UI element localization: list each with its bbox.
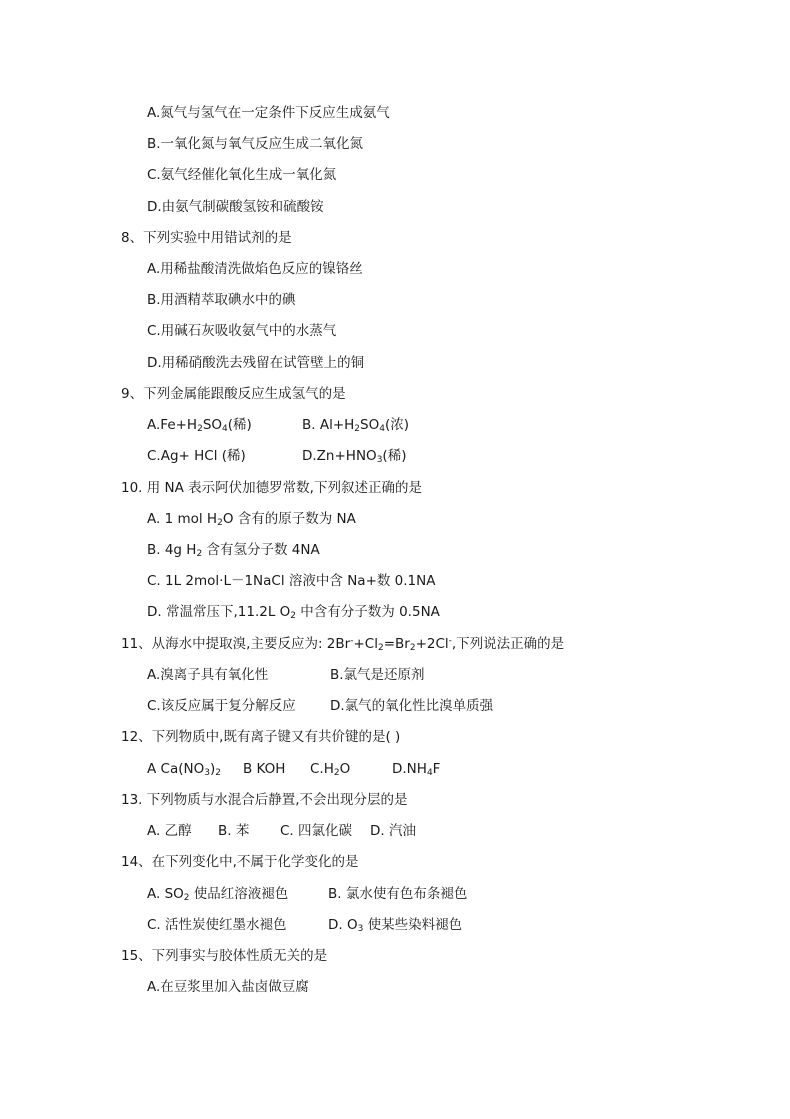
q12-option-a: A $Ca(NO_3)_2$ (147, 761, 221, 778)
q13-stem: 13. 下列物质与水混合后静置,不会出现分层的是 (121, 792, 408, 808)
q12-stem: 12、下列物质中,既有离子键又有共价键的是( ) (121, 729, 401, 745)
q7-option-d: D.由氨气制碳酸氢铵和硫酸铵 (147, 199, 324, 215)
q13-option-a: A. 乙醇 (147, 823, 192, 839)
q9-option-d: $D.Zn+HNO_3$(稀) (302, 448, 407, 465)
q7-option-c: C.氨气经催化氧化生成一氧化氮 (147, 167, 337, 183)
q15-option-a: A.在豆浆里加入盐卤做豆腐 (147, 979, 309, 995)
q10-option-b: B. 4g $H_2$ 含有氢分子数 4NA (147, 542, 320, 559)
q8-option-d: D.用稀硝酸洗去残留在试管壁上的铜 (147, 355, 365, 371)
q12-option-d: $D.NH_4F$ (392, 761, 441, 778)
q14-option-a: A. $SO_2$ 使品红溶液褪色 (147, 886, 289, 903)
q10-option-c: C. 1L 2mol·L－1NaCl 溶液中含 Na+数 0.1NA (147, 573, 436, 589)
q10-option-a: A. 1 mol $H_2O$ 含有的原子数为 NA (147, 511, 356, 528)
q14-option-b: B. 氯水使有色布条褪色 (328, 886, 468, 902)
q13-option-d: D. 汽油 (370, 823, 416, 839)
q11-option-d: D.氯气的氧化性比溴单质强 (330, 698, 494, 714)
q13-option-c: C. 四氯化碳 (280, 823, 353, 839)
q8-option-b: B.用酒精萃取碘水中的碘 (147, 292, 296, 308)
q10-stem: 10. 用 NA 表示阿伏加德罗常数,下列叙述正确的是 (121, 480, 422, 496)
q9-option-c: C.Ag+ HCl (稀) (147, 448, 246, 464)
q10-option-d: D. 常温常压下,11.2L $O_2$ 中含有分子数为 0.5NA (147, 604, 440, 621)
q8-option-c: C.用碱石灰吸收氨气中的水蒸气 (147, 323, 337, 339)
q14-option-c: C. 活性炭使红墨水褪色 (147, 917, 287, 933)
q14-option-d: D. $O_3$ 使某些染料褪色 (328, 917, 463, 934)
q15-stem: 15、下列事实与胶体性质无关的是 (121, 948, 328, 964)
q9-option-a: $A.Fe+H_2SO_4$(稀) (147, 417, 252, 434)
q11-stem: 11、从海水中提取溴,主要反应为: $2Br^-+Cl_2=Br_2+2Cl^-$,下列说法正确的是 (121, 636, 565, 653)
q12-option-c: $C.H_2O$ (310, 761, 351, 778)
q13-option-b: B. 苯 (218, 823, 250, 839)
q8-option-a: A.用稀盐酸清洗做焰色反应的镍铬丝 (147, 261, 363, 277)
q11-option-b: B.氯气是还原剂 (330, 667, 425, 683)
q7-option-a: A.氮气与氢气在一定条件下反应生成氨气 (147, 105, 390, 121)
q11-option-a: A.溴离子具有氧化性 (147, 667, 269, 683)
q8-stem: 8、下列实验中用错试剂的是 (121, 230, 292, 246)
q11-option-c: C.该反应属于复分解反应 (147, 698, 296, 714)
q9-stem: 9、下列金属能跟酸反应生成氢气的是 (121, 386, 346, 402)
q7-option-b: B.一氧化氮与氧气反应生成二氧化氮 (147, 136, 364, 152)
q12-option-b: B KOH (243, 761, 286, 777)
q14-stem: 14、在下列变化中,不属于化学变化的是 (121, 854, 359, 870)
q9-option-b: B. $Al+H_2SO_4$(浓) (302, 417, 410, 434)
